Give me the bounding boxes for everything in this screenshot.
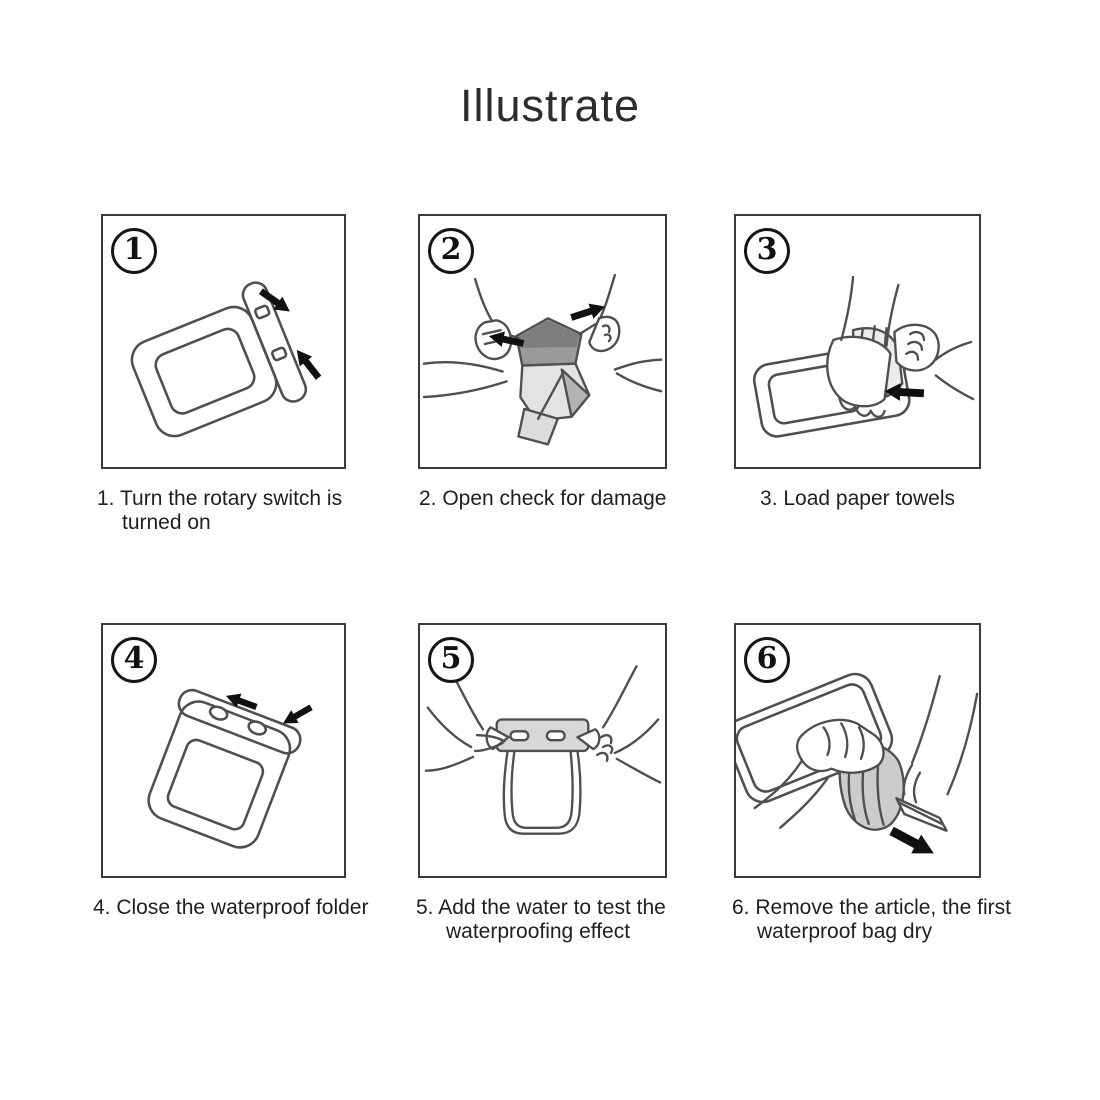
step5-number: 5: [440, 641, 462, 676]
step1-number: 1: [123, 232, 145, 267]
step3-number: 3: [756, 232, 778, 267]
step3-caption-line1: 3. Load paper towels: [760, 487, 955, 510]
step4-caption: [93, 896, 393, 920]
page-title: Illustrate: [459, 80, 641, 131]
step-box-6: [734, 623, 981, 878]
step1-caption-line2: turned on: [122, 511, 211, 534]
step1-caption: [97, 487, 367, 535]
step1-caption-line1: 1. Turn the rotary switch is: [97, 487, 343, 510]
step2-number: 2: [440, 232, 462, 267]
step5-caption: [416, 896, 696, 944]
hanging-bag-drawing: [497, 719, 589, 833]
step1-number-badge: [111, 228, 157, 274]
step6-caption: [732, 896, 1032, 944]
step-box-3: [734, 214, 981, 469]
step-box-1: [101, 214, 346, 469]
step-box-4: [101, 623, 346, 878]
step2-caption-line1: 2. Open check for damage: [419, 487, 667, 510]
waterproof-pouch-drawing: [137, 686, 304, 855]
arrow-icon: [256, 285, 324, 383]
step6-caption-line2: waterproof bag dry: [757, 920, 933, 943]
step5-caption-line1: 5. Add the water to test the: [416, 896, 666, 919]
step4-caption-line1: 4. Close the waterproof folder: [93, 896, 369, 919]
step3-caption: [734, 487, 981, 511]
open-bag-drawing: [501, 318, 595, 444]
step5-number-badge: [428, 637, 474, 683]
step4-number-badge: [111, 637, 157, 683]
step2-caption: [419, 487, 679, 511]
step2-number-badge: [428, 228, 474, 274]
step3-number-badge: [744, 228, 790, 274]
step-box-5: [418, 623, 667, 878]
step-box-2: [418, 214, 667, 469]
step5-caption-line2: waterproofing effect: [446, 920, 631, 943]
arrow-icon: [887, 822, 939, 863]
step6-number: 6: [756, 641, 778, 676]
step6-number-badge: [744, 637, 790, 683]
step4-number: 4: [123, 641, 145, 676]
arrow-icon: [223, 689, 314, 730]
step6-caption-line1: 6. Remove the article, the first: [732, 896, 1011, 919]
